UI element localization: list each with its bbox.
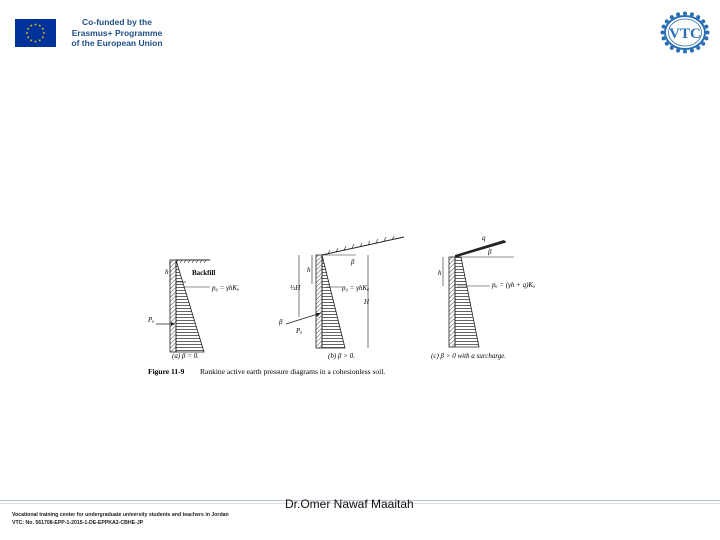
caption-b: (b) β > 0. <box>328 352 355 360</box>
gear-tooth <box>683 12 687 16</box>
eu-flag-icon <box>15 19 56 47</box>
footer-project-info <box>12 511 229 527</box>
label-pressure-c: pₐ = (γh + q)Kₐ <box>492 281 536 289</box>
label-Pa-b: Pₐ <box>296 327 303 335</box>
label-pressure-a: p₀ = γhKₐ <box>212 284 240 292</box>
surcharge-c <box>455 240 506 257</box>
ground-b <box>322 237 404 255</box>
caption-a: (a) β = 0. <box>172 352 199 360</box>
label-h-b: h <box>307 266 311 274</box>
figure-caption-label: Figure 11-9 <box>148 367 185 376</box>
caption-c: (c) β > 0 with a surcharge. <box>431 352 507 360</box>
author-name: Dr.Omer Nawaf Maaitah <box>285 497 414 511</box>
label-beta-force-b: β <box>279 318 283 326</box>
eu-logo-text <box>62 17 172 49</box>
figure-caption-text: Rankine active earth pressure diagrams in a cohesionless soil. <box>200 367 386 376</box>
label-Pa-a: Pₐ <box>148 316 155 324</box>
label-h-c: h <box>438 269 442 277</box>
gear-tooth <box>683 50 687 54</box>
label-third-H-b: ⅓H <box>290 284 301 292</box>
panel-c <box>431 234 535 360</box>
label-beta-c: β <box>488 248 492 256</box>
label-h-a: h <box>165 268 169 276</box>
wall-b <box>316 255 322 348</box>
eu-line-2: Erasmus+ Programme <box>71 27 163 38</box>
label-pressure-b: p₀ = γhKₐ <box>342 284 370 292</box>
wall-c <box>449 257 455 347</box>
label-backfill-a: Backfill <box>192 269 216 277</box>
vtc-gear-logo-icon <box>659 11 711 54</box>
pressure-diagram-c <box>455 257 479 347</box>
vtc-logo-text: VTC <box>669 26 701 42</box>
footer-line-2: VTC: No. 561708-EPP-1-2015-1-DE-EPPKA2-CBHE-JP <box>12 520 144 526</box>
eu-line-3: of the European Union <box>71 38 163 48</box>
footer-line-1: Vocational training center for undergraduate university students and teachers in Jordan <box>12 512 229 518</box>
label-q-c: q <box>482 234 486 242</box>
pressure-diagram-b <box>322 255 345 348</box>
wall-a <box>170 260 176 352</box>
eu-line-1: Co-funded by the <box>82 17 152 27</box>
panel-b <box>278 236 404 360</box>
label-H-b: H <box>364 298 370 306</box>
gear-tooth <box>706 31 710 35</box>
earth-pressure-figure <box>146 232 560 380</box>
gear-tooth <box>661 31 665 35</box>
panel-a <box>147 260 239 360</box>
label-beta-top-b: β <box>351 258 355 266</box>
